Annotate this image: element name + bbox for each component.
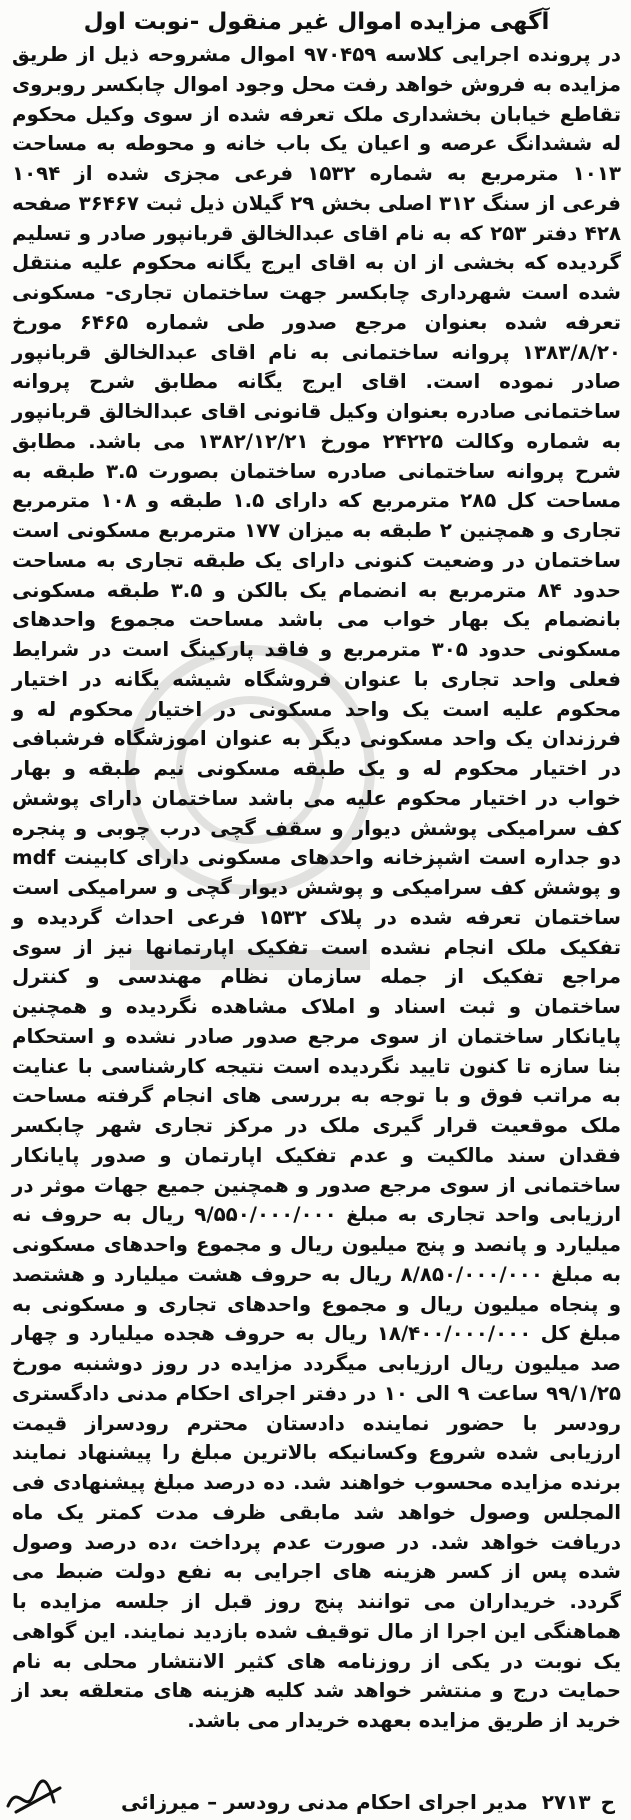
notice-signatory: مدیر اجرای احکام مدنی رودسر – میرزائی [121,1790,528,1814]
notice-paragraph: در پرونده اجرایی کلاسه ۹۷۰۴۵۹ اموال مشروحه ذیل از طریق مزایده به فروش خواهد رفت محل وجود اموال چابکسر روبروی تقاطع خیابان بخشداری ملک تعرفه شده از سوی وکیل محکوم له ششدانگ عرصه و اعیان یک باب خانه و محوطه به مساحت ۱۰۱۳ مترمربع به شماره ۱۵۳۲ فرعی مجزی شده از ۱۰۹۴ فرعی از سنگ ۳۱۲ اصلی بخش ۲۹ گیلان ذیل ثبت ۳۶۴۶۷ صفحه ۴۲۸ دفتر ۲۵۳ که به نام اقای عبدالخالق قربانپور صادر و تسلیم گردیده که بخشی از ان به اقای ایرج یگانه محکوم علیه منتقل شده است شهرداری چابکسر جهت ساختمان تجاری- مسکونی تعرفه شده بعنوان مرجع صدور طی شماره ۶۴۶۵ مورخ ۱۳۸۳/۸/۲۰ پروانه ساختمانی به نام اقای عبدالخالق قربانپور صادر نموده است. اقای ایرج یگانه مطابق شرح پروانه ساختمانی صادره بعنوان وکیل قانونی اقای عبدالخالق قربانپور به شماره وکالت ۲۴۲۲۵ مورخ ۱۳۸۲/۱۲/۲۱ می باشد. مطابق شرح پروانه ساختمانی صادره ساختمان بصورت ۳.۵ طبقه به مساحت کل ۲۸۵ مترمربع که دارای ۱.۵ طبقه و ۱۰۸ مترمربع تجاری و همچنین ۲ طبقه به میزان ۱۷۷ مترمربع مسکونی است ساختمان در وضعیت کنونی دارای یک طبقه تجاری به مساحت حدود ۸۴ مترمربع به انضمام یک بالکن و ۳.۵ طبقه مسکونی بانضمام یک بهار خواب می باشد مساحت مجموع واحدهای مسکونی حدود ۳۰۵ مترمربع و فاقد پارکینگ است در شرایط فعلی واحد تجاری با عنوان فروشگاه شیشه یگانه در اختیار محکوم علیه است یک واحد مسکونی در اختیار محکوم له و فرزندان یک واحد مسکونی دیگر به عنوان اموزشگاه فرشبافی در اختیار محکوم له و یک طبقه مسکونی نیم طبقه و بهار خواب در اختیار محکوم علیه می باشد ساختمان دارای پوشش کف سرامیکی پوشش دیوار و سقف گچی درب چوبی و پنجره دو جداره است اشپزخانه واحدهای مسکونی دارای کابینت mdf و پوشش کف سرامیکی و پوشش دیوار گچی و سرامیکی است ساختمان تعرفه شده در پلاک ۱۵۳۲ فرعی احداث گردیده و تفکیک ملک انجام نشده است تفکیک اپارتمانها نیز از سوی مراجع تفکیک از جمله سازمان نظام مهندسی و کنترل ساختمان و ثبت اسناد و املاک مشاهده نگردیده و همچنین پایانکار ساختمان از سوی مرجع صدور صادر نشده و استحکام بنا سازه تا کنون تایید نگردیده است نتیجه کارشناسی با عنایت به مراتب فوق و با توجه به بررسی های انجام گرفته مساحت ملک موقعیت قرار گیری ملک در مرکز تجاری شهر چابکسر فقدان سند مالکیت و عدم تفکیک اپارتمان و صدور پایانکار ساختمانی از سوی مرجع صدور و همچنین جمیع جهات موثر در ارزیابی واحد تجاری به مبلغ ۹/۵۵۰/۰۰۰/۰۰۰ ریال به حروف نه میلیارد و پانصد و پنج میلیون ریال و مجموع واحدهای مسکونی به مبلغ ۸/۸۵۰/۰۰۰/۰۰۰ ریال به حروف هشت میلیارد و هشتصد و پنجاه میلیون ریال و مجموع واحدهای تجاری و مسکونی به مبلغ کل ۱۸/۴۰۰/۰۰۰/۰۰۰ ریال به حروف هجده میلیارد و چهار صد میلیون ریال ارزیابی میگردد مزایده در روز دوشنبه مورخ ۹۹/۱/۲۵ ساعت ۹ الی ۱۰ در دفتر اجرای احکام مدنی دادگستری رودسر با حضور نماینده دادستان محترم رودسراز قیمت ارزیابی شده شروع وکسانیکه بالاترین مبلغ را پیشنهاد نمایند برنده مزایده محسوب خواهند شد. ده درصد مبلغ پیشنهادی فی المجلس وصول خواهد شد مابقی ظرف مدت کمتر یک ماه دریافت خواهد شد. در صورت عدم پرداخت ،ده درصد وصول شده پس از کسر هزینه های اجرایی به نفع دولت ضبط می گردد. خریداران می توانند پنج روز قبل از جلسه مزایده با هماهنگی این اجرا از مال توقیف شده بازدید نمایند. این گواهی یک نوبت در یکی از روزنامه های کثیر الانتشار محلی به نام حمایت درج و منتشر خواهد شد کلیه هزینه های متعلقه بعد از خرید از طریق مزایده بعهده خریدار می باشد. [12,43,622,1732]
notice-code-letter: ح [600,1790,615,1814]
notice-footer [0,1786,631,1818]
notice-code-number: ۲۷۱۳ [541,1790,591,1814]
notice-title: آگهی مزایده اموال غیر منقول -نوبت اول [83,9,550,35]
signature-scribble [4,1776,64,1820]
notice-code [542,1790,615,1814]
notice-body [12,40,621,1736]
